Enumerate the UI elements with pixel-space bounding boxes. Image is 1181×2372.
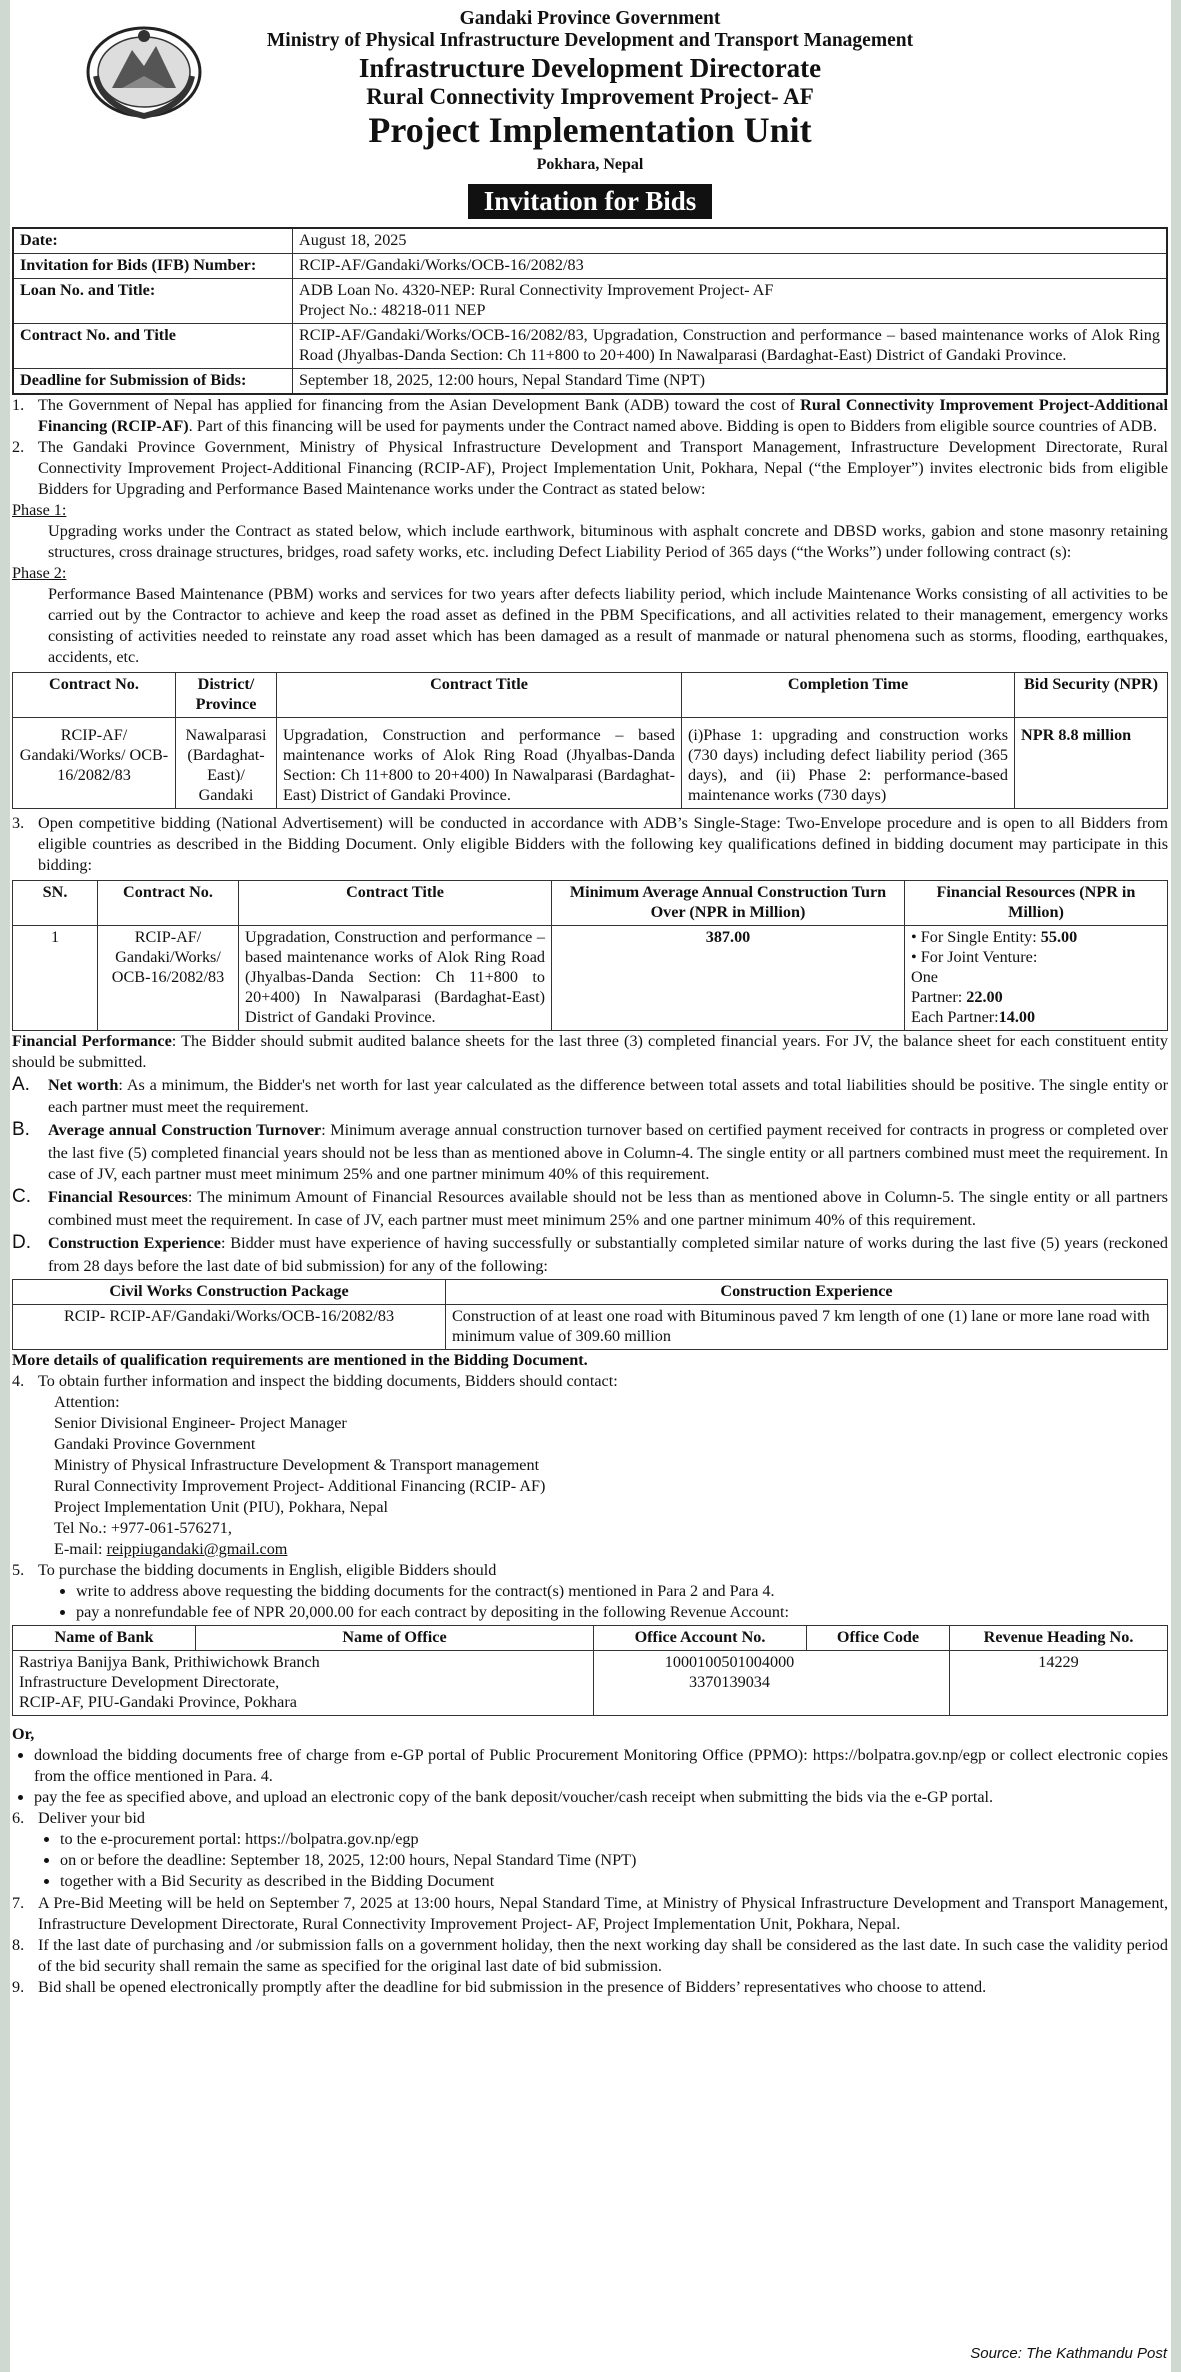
directorate-name: Infrastructure Development Directorate xyxy=(358,52,822,83)
project-no: Project No.: 48218-011 NEP xyxy=(299,300,486,319)
column-header: Office Code xyxy=(807,1626,950,1651)
list-item: • pay a nonrefundable fee of NPR 20,000.00 for each contract by depositing in the following Revenue Account: xyxy=(76,1602,1168,1623)
cell: 14229 xyxy=(950,1651,1168,1716)
project-name: Rural Connectivity Improvement Project- AF xyxy=(366,83,814,109)
column-header: Revenue Heading No. xyxy=(950,1626,1168,1651)
list-item: • to the e-procurement portal: https://bolpatra.gov.np/egp xyxy=(60,1829,1168,1850)
paragraph-4: 4. To obtain further information and inspect the bidding documents, Bidders should contact: xyxy=(12,1371,618,1390)
phase-1-text: Upgrading works under the Contract as stated below, which include earthwork, bituminous with asphalt concrete and DBSD works, gabion and stone masonry retaining structures, cross drainage structures, bridges, road safety works, etc. including Defect Liability Period of 365 days (“the Works”) under following contract (s): xyxy=(48,521,1168,561)
cell: Upgradation, Construction and performance – based maintenance works of Alok Ring Road (Jhyalbas-Danda Section: Ch 11+800 to 20+400) In Nawalparasi (Bardaghat-East) District of Gandaki Province. xyxy=(277,718,682,809)
phase-2-text: Performance Based Maintenance (PBM) works and services for two years after defects liability period, which include Maintenance Works consisting of all activities to be carried out by the Contractor to achieve and keep the road asset as defined in the PBM Specifications, and all activities related to their management, emergency works consisting of activities needed to reinstate any road asset which has been damaged as a result of manmade or natural phenomena such as storms, flooding, earthquakes, accidents, etc. xyxy=(48,585,1168,667)
column-header: Contract Title xyxy=(277,673,682,718)
paragraph-1: 1. The Government of Nepal has applied for financing from the Asian Development Bank (ADB) toward the cost of Rural Connectivity Improvement Project-Additional Financing (RCIP-AF). Part of this financing will be used for payments under the Contract named above. Bidding is open to Bidders from eligible source countries of ADB. xyxy=(12,395,1168,435)
source-credit: Source: The Kathmandu Post xyxy=(970,2345,1167,2362)
table-header-row xyxy=(13,1626,1168,1651)
label: Contract No. and Title xyxy=(13,323,293,368)
list-item: • together with a Bid Security as described in the Bidding Document xyxy=(60,1871,1168,1892)
column-header: Bid Security (NPR) xyxy=(1015,673,1168,718)
right-margin-strip xyxy=(1171,0,1181,2372)
cell: Nawalparasi (Bardaghat-East)/ Gandaki xyxy=(176,718,277,809)
purchase-list xyxy=(12,1581,1168,1623)
paragraph-3: 3. Open competitive bidding (National Advertisement) will be conducted in accordance with ADB’s Single-Stage: Two-Envelope procedure and is open to all Bidders from eligible countries as described in the Bidding Document. Only eligible Bidders with the following key qualifications defined in bidding document may participate in this bidding: xyxy=(12,813,1168,875)
table-row xyxy=(13,925,1168,1030)
cell: NPR 8.8 million xyxy=(1015,718,1168,809)
nepal-government-emblem-icon xyxy=(82,16,206,120)
criterion-a: A. Net worth: As a minimum, the Bidder's net worth for last year calculated as the difference between total assets and total liabilities should be positive. The single entity or each partner must meet the requirement. xyxy=(12,1073,1168,1117)
column-header: Office Account No. xyxy=(594,1626,807,1651)
table-row xyxy=(13,323,1167,368)
list-item: • pay the fee as specified above, and upload an electronic copy of the bank deposit/voucher/cash receipt when submitting the bids via the e-GP portal. xyxy=(34,1787,1168,1808)
unit-name: Project Implementation Unit xyxy=(368,110,812,151)
table-row xyxy=(13,254,1167,279)
list-item: • on or before the deadline: September 18, 2025, 12:00 hours, Nepal Standard Time (NPT) xyxy=(60,1850,1168,1871)
gov-name: Gandaki Province Government xyxy=(459,8,721,29)
label: Loan No. and Title: xyxy=(13,278,293,323)
cell: RCIP-AF/ Gandaki/Works/ OCB-16/2082/83 xyxy=(13,718,176,809)
cell: RCIP-AF/ Gandaki/Works/ OCB-16/2082/83 xyxy=(98,925,239,1030)
value: RCIP-AF/Gandaki/Works/OCB-16/2082/83 xyxy=(293,254,1168,279)
paragraph-2: 2. The Gandaki Province Government, Ministry of Physical Infrastructure Development and Transport Management, Infrastructure Development Directorate, Rural Connectivity Improvement Project-Additional Financing (RCIP-AF), Project Implementation Unit, Pokhara, Nepal (“the Employer”) invites electronic bids from eligible Bidders for Upgrading and Performance Based Maintenance works under the Contract as stated below: xyxy=(12,437,1168,498)
table-row xyxy=(13,718,1168,809)
column-header: Civil Works Construction Package xyxy=(13,1279,446,1304)
paragraph-8: 8. If the last date of purchasing and /or submission falls on a government holiday, then the next working day shall be considered as the last date. In such case the validity period of the bid security shall remain the same as specified for the original last date of bid submission. xyxy=(12,1935,1168,1975)
column-header: SN. xyxy=(13,881,98,926)
column-header: Minimum Average Annual Construction Turn Over (NPR in Million) xyxy=(552,881,905,926)
list-item: • download the bidding documents free of charge from e-GP portal of Public Procurement Monitoring Office (PPMO): https://bolpatra.gov.np/egp or collect electronic copies from the office mentioned in Para. 4. xyxy=(34,1745,1168,1787)
table-row xyxy=(13,368,1167,393)
column-header: Financial Resources (NPR in Million) xyxy=(905,881,1168,926)
phase-2-title: Phase 2: xyxy=(12,564,67,583)
table-row xyxy=(13,1304,1168,1349)
table-header-row xyxy=(13,673,1168,718)
or-label: Or, xyxy=(12,1725,35,1743)
cell: 387.00 xyxy=(552,925,905,1030)
cell: • For Single Entity: 55.00 • For Joint Venture: One Partner: 22.00 Each Partner:14.00 xyxy=(905,925,1168,1030)
table-row xyxy=(13,1651,1168,1716)
column-header: Construction Experience xyxy=(446,1279,1168,1304)
cell: Rastriya Banijya Bank, Prithiwichowk Branch Infrastructure Development Directorate, RCIP-AF, PIU-Gandaki Province, Pokhara xyxy=(13,1651,594,1716)
bid-info-table xyxy=(12,227,1168,394)
left-margin-strip xyxy=(0,0,10,2372)
value: RCIP-AF/Gandaki/Works/OCB-16/2082/83, Upgradation, Construction and performance – based maintenance works of Alok Ring Road (Jhyalbas-Danda Section: Ch 11+800 to 20+400) In Nawalparasi (Bardaghat-East) District of Gandaki Province. xyxy=(293,323,1168,368)
column-header: Name of Bank xyxy=(13,1626,196,1651)
location: Pokhara, Nepal xyxy=(536,155,644,173)
paragraph-5: 5. To purchase the bidding documents in English, eligible Bidders should xyxy=(12,1561,497,1580)
or-list xyxy=(12,1745,1168,1808)
label: Date: xyxy=(13,228,293,253)
criterion-c: C. Financial Resources: The minimum Amount of Financial Resources available should not be less than as mentioned above in Column-5. The single entity or all partners combined must meet the requirement. In case of JV, each partner must meet minimum 25% and one partner minimum 40% of this requirement. xyxy=(12,1186,1168,1229)
cell: (i)Phase 1: upgrading and construction works (730 days) including defect liability period (365 days), and (ii) Phase 2: performance-based maintenance works (730 days) xyxy=(682,718,1015,809)
criterion-d: D. Construction Experience: Bidder must have experience of having successfully or substantially completed similar nature of works during the last five (5) years (reckoned from 28 days before the last date of bid submission) for any of the following: xyxy=(12,1231,1168,1275)
table-header-row xyxy=(13,1279,1168,1304)
column-header: Name of Office xyxy=(196,1626,594,1651)
column-header: District/ Province xyxy=(176,673,277,718)
phase-1-title: Phase 1: xyxy=(12,500,67,519)
email-link[interactable]: reippiugandaki@gmail.com xyxy=(106,1540,288,1559)
ministry-name: Ministry of Physical Infrastructure Development and Transport Management xyxy=(266,30,914,52)
contract-table xyxy=(12,672,1168,809)
cell: RCIP- RCIP-AF/Gandaki/Works/OCB-16/2082/83 xyxy=(13,1304,446,1349)
table-row xyxy=(13,278,1167,323)
experience-table xyxy=(12,1279,1168,1350)
column-header: Completion Time xyxy=(682,673,1015,718)
loan-title: ADB Loan No. 4320-NEP: Rural Connectivity Improvement Project- AF xyxy=(299,280,774,299)
value: August 18, 2025 xyxy=(293,228,1168,253)
more-details-note: More details of qualification requirements are mentioned in the Bidding Document. xyxy=(12,1350,588,1369)
cell: Upgradation, Construction and performance – based maintenance works of Alok Ring Road (Jhyalbas-Danda Section: Ch 11+800 to 20+400) In Nawalparasi (Bardaghat-East) District of Gandaki Province. xyxy=(239,925,552,1030)
column-header: Contract No. xyxy=(98,881,239,926)
list-item: • write to address above requesting the bidding documents for the contract(s) mentioned in Para 2 and Para 4. xyxy=(76,1581,1168,1602)
financial-performance: Financial Performance: The Bidder should submit audited balance sheets for the last three (3) completed financial years. For JV, the balance sheet for each constituent entity should be submitted. xyxy=(12,1031,1168,1071)
criterion-b: B. Average annual Construction Turnover: Minimum average annual construction turnover based on certified payment received for contracts in progress or completed over the last five (5) completed financial years should not be less than as mentioned above in Column-4. The single entity or all partners combined must meet the requirement. In case of JV, each partner must meet minimum 25% and one partner minimum 40% of this requirement. xyxy=(12,1119,1168,1184)
cell: 1000100501004000 3370139034 xyxy=(594,1651,950,1716)
label: Deadline for Submission of Bids: xyxy=(13,368,293,393)
notice-page xyxy=(12,8,1168,2333)
value xyxy=(293,278,1168,323)
column-header: Contract No. xyxy=(13,673,176,718)
paragraph-6: 6. Deliver your bid xyxy=(12,1809,145,1828)
cell: Construction of at least one road with Bituminous paved 7 km length of one (1) lane or more lane road with minimum value of 309.60 million xyxy=(446,1304,1168,1349)
table-header-row xyxy=(13,881,1168,926)
table-row xyxy=(13,228,1167,253)
column-header: Contract Title xyxy=(239,881,552,926)
value: September 18, 2025, 12:00 hours, Nepal Standard Time (NPT) xyxy=(293,368,1168,393)
paragraph-7: 7. A Pre-Bid Meeting will be held on September 7, 2025 at 13:00 hours, Nepal Standard Time, at Ministry of Physical Infrastructure Development and Transport Management, Infrastructure Development Directorate, Rural Connectivity Improvement Project- AF, Project Implementation Unit, Pokhara, Nepal. xyxy=(12,1893,1168,1933)
contact-address: Attention: Senior Divisional Engineer- Project Manager Gandaki Province Government Ministry of Physical Infrastructure Development & Transport management Rural Connectivity Improvement Project- Additional Financing (RCIP- AF) Project Implementation Unit (PIU), Pokhara, Nepal Tel No.: +977-061-576271, E-mail: reippiugandaki@gmail.com xyxy=(54,1392,546,1559)
invitation-banner: Invitation for Bids xyxy=(468,184,713,219)
bank-table xyxy=(12,1625,1168,1716)
qualification-table xyxy=(12,880,1168,1030)
label: Invitation for Bids (IFB) Number: xyxy=(13,254,293,279)
paragraph-9: 9. Bid shall be opened electronically promptly after the deadline for bid submission in the presence of Bidders’ representatives who choose to attend. xyxy=(12,1977,987,1996)
cell: 1 xyxy=(13,925,98,1030)
deliver-list xyxy=(12,1829,1168,1892)
